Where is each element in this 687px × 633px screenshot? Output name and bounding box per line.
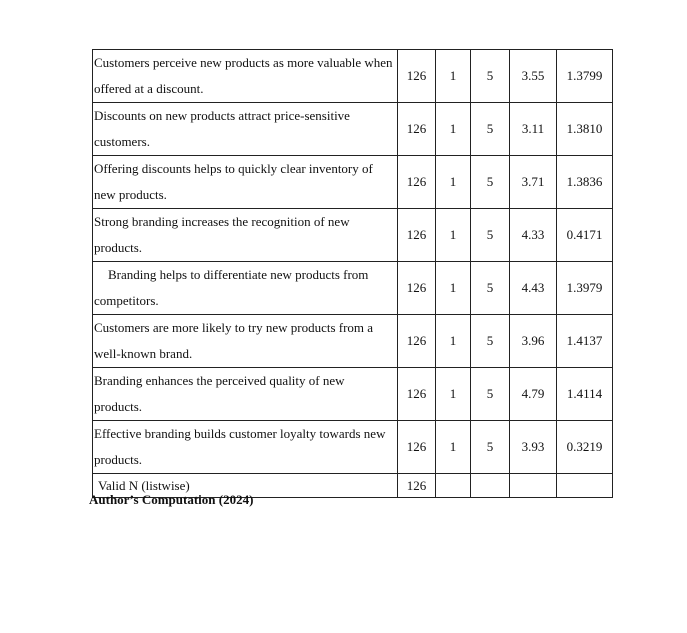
sd-cell: 0.4171 [557, 209, 613, 262]
n-cell: 126 [398, 368, 436, 421]
valid-n-label: Valid N (listwise) [93, 474, 398, 498]
n-cell: 126 [398, 50, 436, 103]
max-cell: 5 [471, 368, 510, 421]
empty-cell [471, 474, 510, 498]
max-cell: 5 [471, 315, 510, 368]
item-label-cell [93, 262, 398, 315]
n-cell: 126 [398, 156, 436, 209]
mean-cell: 3.71 [510, 156, 557, 209]
sd-cell: 1.3810 [557, 103, 613, 156]
max-cell: 5 [471, 209, 510, 262]
item-label: Branding enhances the perceived quality of new products. [94, 373, 345, 414]
mean-cell: 4.79 [510, 368, 557, 421]
n-cell: 126 [398, 315, 436, 368]
item-label: Effective branding builds customer loyalty towards new products. [94, 426, 386, 467]
mean-cell: 3.55 [510, 50, 557, 103]
table-row [93, 156, 613, 209]
mean-cell: 4.33 [510, 209, 557, 262]
n-cell: 126 [398, 262, 436, 315]
mean-cell: 4.43 [510, 262, 557, 315]
item-label-cell [93, 103, 398, 156]
empty-cell [557, 474, 613, 498]
item-label: Offering discounts helps to quickly clear inventory of new products. [94, 161, 373, 202]
max-cell: 5 [471, 103, 510, 156]
sd-cell: 1.4137 [557, 315, 613, 368]
item-label-cell [93, 315, 398, 368]
min-cell: 1 [436, 421, 471, 474]
n-cell: 126 [398, 103, 436, 156]
table-row [93, 315, 613, 368]
max-cell: 5 [471, 50, 510, 103]
mean-cell: 3.11 [510, 103, 557, 156]
descriptive-statistics-table [92, 49, 613, 498]
max-cell: 5 [471, 262, 510, 315]
empty-cell [510, 474, 557, 498]
sd-cell: 1.3979 [557, 262, 613, 315]
table-row [93, 421, 613, 474]
min-cell: 1 [436, 103, 471, 156]
min-cell: 1 [436, 315, 471, 368]
table-row [93, 262, 613, 315]
sd-cell: 1.4114 [557, 368, 613, 421]
min-cell: 1 [436, 262, 471, 315]
table-row [93, 103, 613, 156]
min-cell: 1 [436, 209, 471, 262]
table-body [93, 50, 613, 498]
max-cell: 5 [471, 156, 510, 209]
empty-cell [436, 474, 471, 498]
n-cell: 126 [398, 209, 436, 262]
sd-cell: 0.3219 [557, 421, 613, 474]
table-row [93, 50, 613, 103]
min-cell: 1 [436, 156, 471, 209]
item-label-cell [93, 421, 398, 474]
valid-n-value: 126 [398, 474, 436, 498]
item-label: Strong branding increases the recognition of new products. [94, 214, 350, 255]
source-caption: Author’s Computation (2024) [89, 492, 254, 507]
n-cell: 126 [398, 421, 436, 474]
item-label-cell [93, 50, 398, 103]
item-label: Customers are more likely to try new products from a well-known brand. [94, 320, 374, 361]
table-row [93, 209, 613, 262]
item-label-cell [93, 156, 398, 209]
item-label-cell [93, 368, 398, 421]
table-row [93, 368, 613, 421]
max-cell: 5 [471, 421, 510, 474]
min-cell: 1 [436, 368, 471, 421]
min-cell: 1 [436, 50, 471, 103]
item-label-cell [93, 209, 398, 262]
item-label: Customers perceive new products as more valuable when offered at a discount. [94, 55, 393, 96]
mean-cell: 3.96 [510, 315, 557, 368]
sd-cell: 1.3836 [557, 156, 613, 209]
item-label: Discounts on new products attract price-sensitive customers. [94, 108, 350, 149]
mean-cell: 3.93 [510, 421, 557, 474]
sd-cell: 1.3799 [557, 50, 613, 103]
item-label: Branding helps to differentiate new products from competitors. [94, 267, 369, 308]
